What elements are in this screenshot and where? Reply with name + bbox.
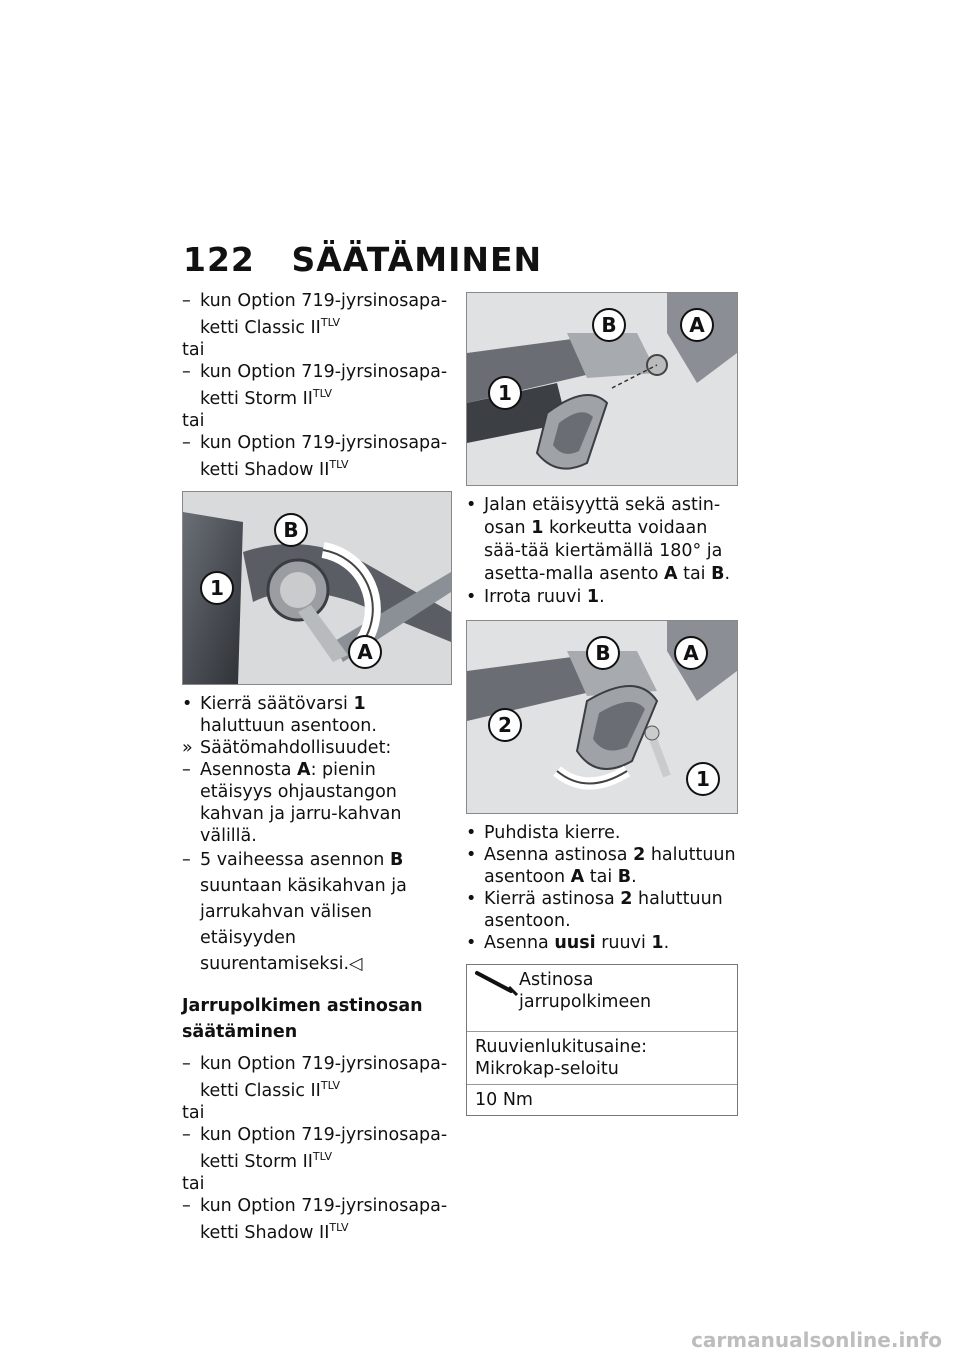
or-text: tai xyxy=(182,1174,205,1194)
section-title: Jarrupolkimen astinosan säätäminen xyxy=(182,996,423,1042)
step-item: • Kierrä säätövarsi 1 haluttuun asentoon. xyxy=(182,694,377,736)
list-item: – kun Option 719-jyrsinosapa-ketti Shadow $II^{TLV}$ xyxy=(182,1196,448,1243)
list-item: – kun Option 719-jyrsinosapa-ketti Storm $II^{TLV}$ xyxy=(182,362,448,409)
right-column xyxy=(466,290,738,1116)
spec-row-torque: 10 Nm xyxy=(467,1084,737,1115)
label-1: 1 xyxy=(498,381,512,405)
list-item: – kun Option 719-jyrsinosapa-ketti Shadow $II^{TLV}$ xyxy=(182,433,448,480)
list-item: – kun Option 719-jyrsinosapa-ketti Storm $II^{TLV}$ xyxy=(182,1125,448,1172)
wrench-icon xyxy=(473,969,519,997)
figure-footpeg xyxy=(466,292,738,486)
label-a: A xyxy=(357,640,373,664)
label-b: B xyxy=(595,641,611,665)
end-mark-icon: ◁ xyxy=(349,954,363,974)
torque-spec-box xyxy=(466,964,738,1116)
footpeg-rotate-illustration xyxy=(467,621,737,813)
watermark: carmanualsonline.info xyxy=(691,1328,942,1352)
label-a: A xyxy=(689,313,705,337)
step-item: • Irrota ruuvi 1. xyxy=(466,587,605,607)
option-a-item: – Asennosta A: pienin etäisyys ohjaustangon kahvan ja jarru-kahvan välillä. xyxy=(182,760,402,846)
spec-header xyxy=(467,965,737,1031)
spec-row-locking-agent: Ruuvienlukitusaine: Mikrokap-seloitu xyxy=(467,1031,737,1084)
brake-lever-illustration xyxy=(183,492,451,684)
list-item: – kun Option 719-jyrsinosapa-ketti Classic $II^{TLV}$ xyxy=(182,1054,448,1101)
label-b: B xyxy=(283,518,299,542)
page-number: 122 xyxy=(183,240,255,279)
footpeg-illustration xyxy=(467,293,737,485)
label-1: 1 xyxy=(210,576,224,600)
step-item: • Puhdista kierre. xyxy=(466,823,621,843)
page-title: SÄÄTÄMINEN xyxy=(291,240,543,279)
or-text: tai xyxy=(182,1103,205,1123)
page-header xyxy=(183,240,542,279)
option-b-item: – 5 vaiheessa asennon B suuntaan käsikahvan ja jarrukahvan välisen etäisyyden suurentamiseksi.◁ xyxy=(182,850,407,974)
or-text: tai xyxy=(182,411,205,431)
label-b: B xyxy=(601,313,617,337)
or-text: tai xyxy=(182,340,205,360)
step-item: • Asenna astinosa 2 haluttuun asentoon A tai B. xyxy=(466,845,736,887)
label-a: A xyxy=(683,641,699,665)
label-1: 1 xyxy=(696,767,710,791)
left-column xyxy=(182,290,452,1244)
list-item: – kun Option 719-jyrsinosapa-ketti Classic $II^{TLV}$ xyxy=(182,291,448,338)
step-item: • Asenna uusi ruuvi 1. xyxy=(466,933,670,953)
spec-title: Astinosa jarrupolkimeen xyxy=(519,970,652,1012)
figure-footpeg-rotate xyxy=(466,620,738,814)
figure-brake-lever xyxy=(182,491,452,685)
step-item: • Jalan etäisyyttä sekä astin-osan 1 korkeutta voidaan sää-tää kiertämällä 180° ja asetta-malla asento A tai B. xyxy=(466,495,731,584)
label-2: 2 xyxy=(498,713,512,737)
result-item: » Säätömahdollisuudet: xyxy=(182,738,392,758)
step-item: • Kierrä astinosa 2 haluttuun asentoon. xyxy=(466,889,723,931)
